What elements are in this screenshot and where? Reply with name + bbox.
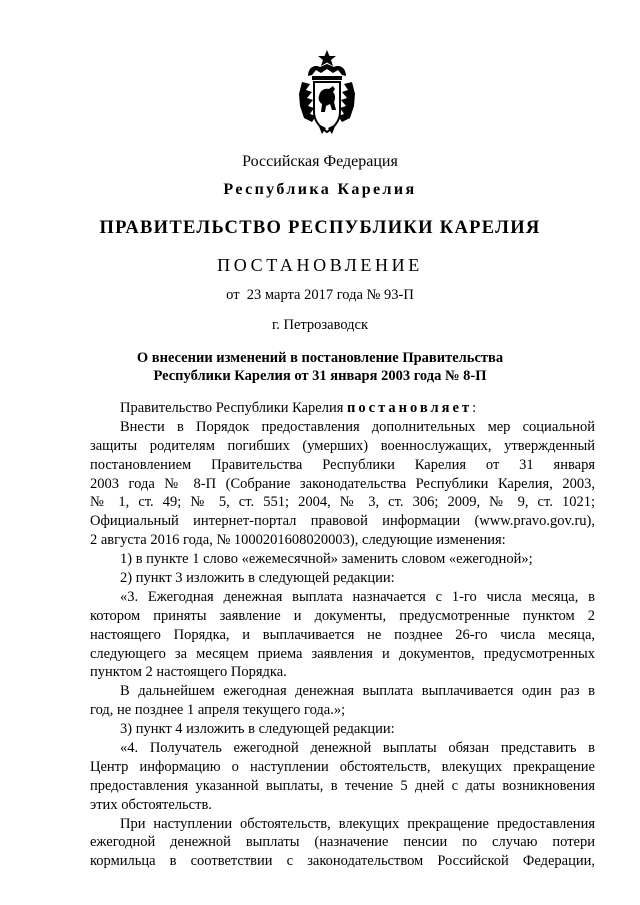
body-line: постановлением Правительства Республики Карелия от 31 января	[90, 456, 595, 473]
intro-tail: :	[472, 400, 477, 416]
body-line: год, не позднее 1 апреля текущего года.»;	[90, 702, 346, 719]
body-line: При наступлении обстоятельств, влекущих прекращение предоставления	[120, 815, 595, 832]
intro-verb: постановляет	[347, 400, 473, 416]
republic-name: Республика Карелия	[223, 181, 417, 198]
body-line: Внести в Порядок предоставления дополнительных мер социальной	[120, 418, 595, 435]
country-name: Российская Федерация	[242, 153, 398, 170]
body-line: 2003 года № 8-П (Собрание законодательства Республики Карелия, 2003,	[90, 475, 595, 492]
intro-line	[90, 399, 595, 418]
body-line: 2 августа 2016 года, № 1000201608020003), следующие изменения:	[90, 532, 506, 549]
body-line: Официальный интернет-портал правовой информации (www.pravo.gov.ru),	[90, 513, 595, 530]
body-line: защиты родителям погибших (умерших) военнослужащих, утвержденный	[90, 437, 595, 454]
body-line: настоящего Порядка, и выплачивается не позднее 26-го числа месяца,	[90, 626, 595, 643]
body-line: 2) пункт 3 изложить в следующей редакции:	[120, 570, 395, 587]
subject-line: Республики Карелия от 31 января 2003 года № 8-П	[153, 368, 487, 384]
government-name: ПРАВИТЕЛЬСТВО РЕСПУБЛИКИ КАРЕЛИЯ	[99, 218, 541, 238]
body-line: предоставления указанной выплаты, в течение 5 дней с даты возникновения	[90, 777, 595, 794]
subject-line: О внесении изменений в постановление Правительства	[136, 350, 504, 366]
body-line: «3. Ежегодная денежная выплата назначается с 1-го числа месяца, в	[120, 588, 595, 605]
document-subject	[0, 349, 640, 385]
body-line: этих обстоятельств.	[90, 796, 212, 813]
intro-lead: Правительство Республики Карелия	[120, 400, 348, 416]
body-line: «4. Получатель ежегодной денежной выплаты обязан представить в	[120, 740, 595, 757]
body-line: Центр информацию о наступлении обстоятельств, влекущих прекращение	[90, 758, 595, 775]
body-line: 3) пункт 4 изложить в следующей редакции:	[120, 721, 395, 738]
body-line: кормильца в соответствии с законодательством Российской Федерации,	[90, 853, 595, 870]
body-line: 1) в пункте 1 слово «ежемесячной» заменить словом «ежегодной»;	[120, 551, 533, 568]
body-line: В дальнейшем ежегодная денежная выплата выплачивается один раз в	[120, 683, 595, 700]
body-line: следующего за месяцем приема заявления и документов, предусмотренных	[90, 645, 595, 662]
date-number-line: от 23 марта 2017 года № 93-П	[226, 287, 414, 303]
body-line: пунктом 2 настоящего Порядка.	[90, 664, 287, 681]
body-line: ежегодной денежной выплаты (назначение пенсии по случаю потери	[90, 834, 595, 851]
document-body	[90, 399, 595, 871]
body-line: котором приняты заявление и документы, предусмотренные пунктом 2	[90, 607, 595, 624]
body-line: № 1, ст. 49; № 5, ст. 551; 2004, № 3, ст. 306; 2009, № 9, ст. 1021;	[90, 494, 595, 511]
document-type: ПОСТАНОВЛЕНИЕ	[217, 255, 423, 275]
karelia-coat-of-arms-icon	[298, 48, 356, 140]
city-name: г. Петрозаводск	[271, 317, 369, 333]
